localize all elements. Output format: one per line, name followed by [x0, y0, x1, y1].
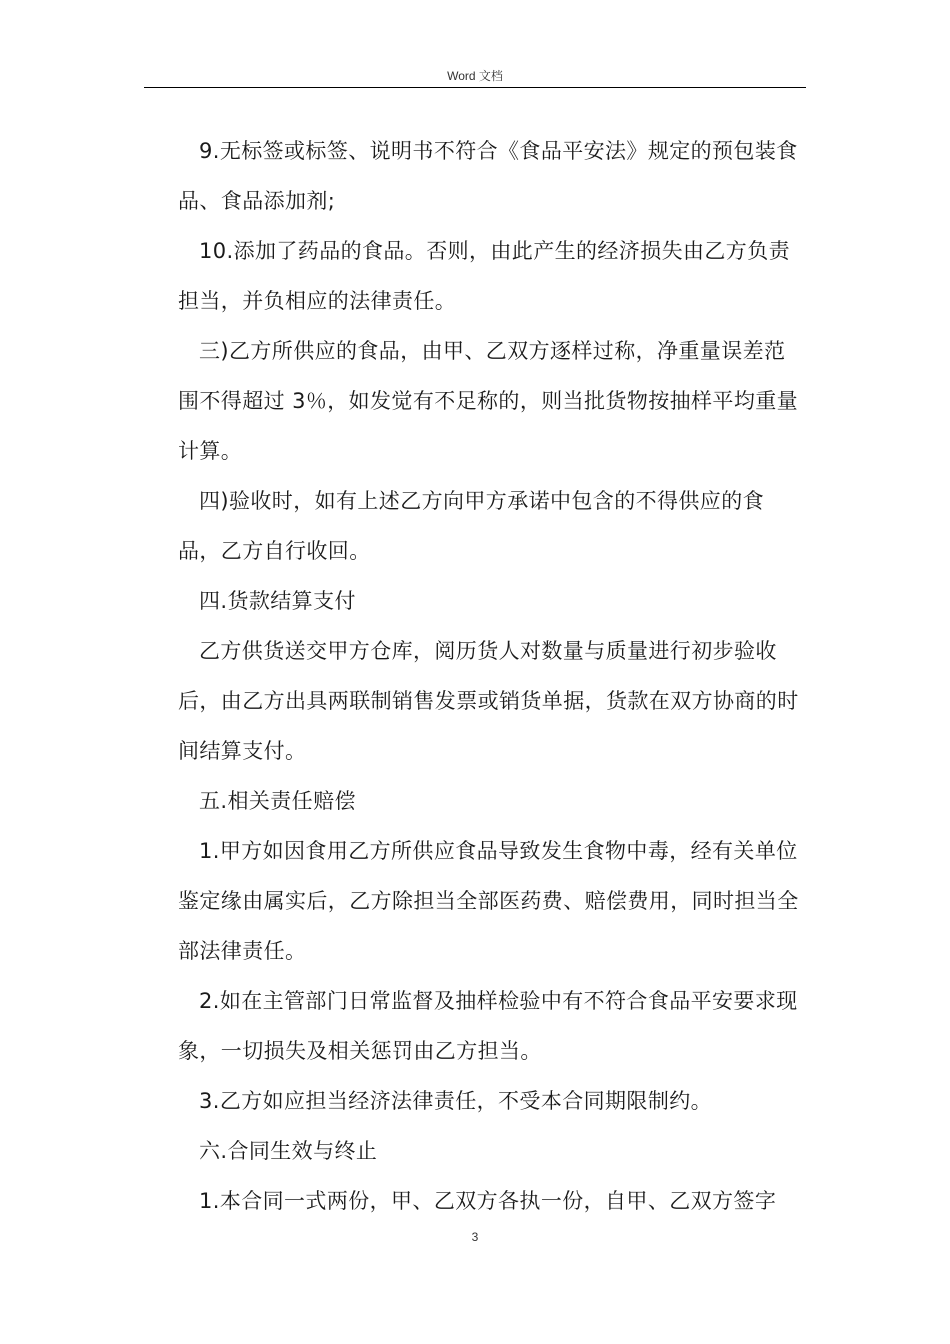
paragraph: 10.添加了药品的食品。否则，由此产生的经济损失由乙方负责担当，并负相应的法律责任。	[178, 239, 790, 313]
paragraph: 3.乙方如应担当经济法律责任，不受本合同期限制约。	[199, 1089, 713, 1113]
section-heading: 四.货款结算支付	[199, 589, 356, 613]
section-heading: 五.相关责任赔偿	[199, 789, 356, 813]
section-heading: 六.合同生效与终止	[199, 1139, 378, 1163]
paragraph: 四)验收时，如有上述乙方向甲方承诺中包含的不得供应的食品，乙方自行收回。	[178, 489, 764, 563]
header-divider	[144, 87, 806, 88]
page-header: Word 文档	[447, 69, 503, 83]
paragraph: 2.如在主管部门日常监督及抽样检验中有不符合食品平安要求现象，一切损失及相关惩罚由乙方担当。	[178, 989, 798, 1063]
document-body	[178, 126, 804, 1226]
paragraph: 9.无标签或标签、说明书不符合《食品平安法》规定的预包装食品、食品添加剂;	[178, 139, 798, 213]
paragraph: 1.本合同一式两份，甲、乙双方各执一份，自甲、乙双方签字	[199, 1189, 777, 1213]
paragraph: 1.甲方如因食用乙方所供应食品导致发生食物中毒，经有关单位鉴定缘由属实后，乙方除担当全部医药费、赔偿费用，同时担当全部法律责任。	[178, 839, 799, 963]
paragraph: 乙方供货送交甲方仓库，阅历货人对数量与质量进行初步验收后，由乙方出具两联制销售发票或销货单据，货款在双方协商的时间结算支付。	[178, 639, 799, 763]
paragraph: 三)乙方所供应的食品，由甲、乙双方逐样过称，净重量误差范围不得超过 3％，如发觉有不足称的，则当批货物按抽样平均重量计算。	[178, 339, 799, 463]
page-number: 3	[471, 1230, 479, 1244]
